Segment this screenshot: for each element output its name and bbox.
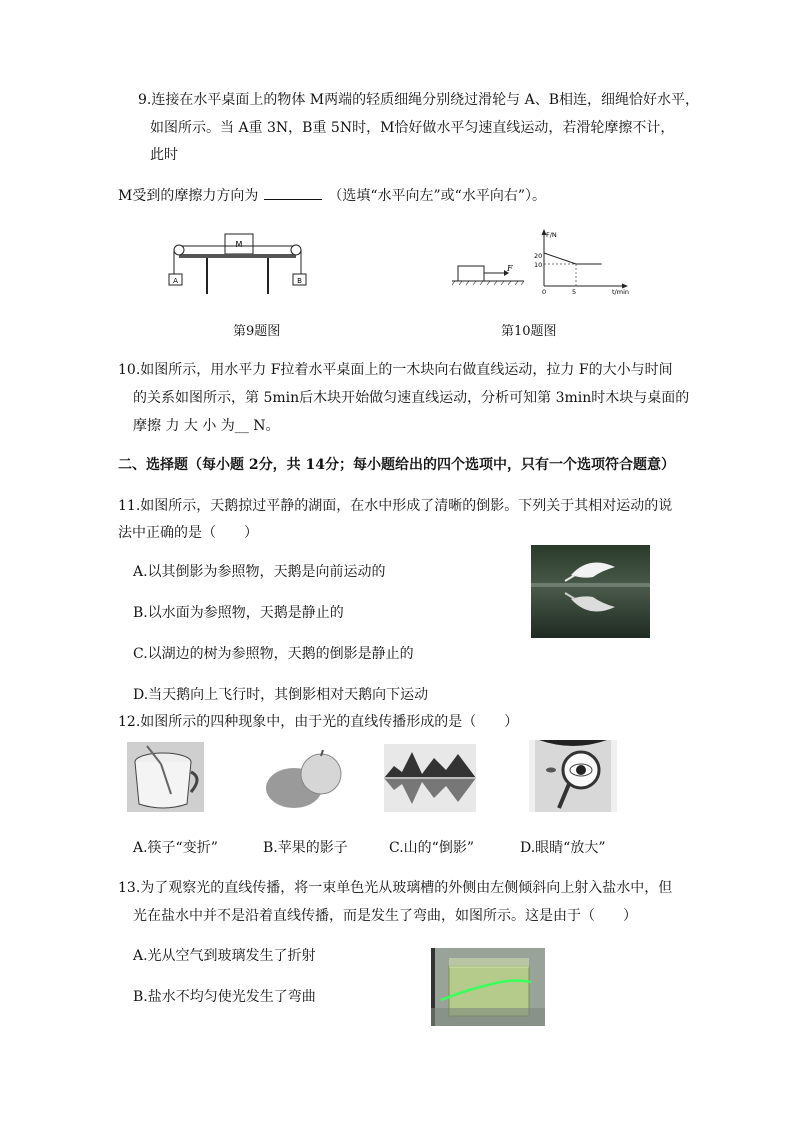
q9-answer-blank — [264, 187, 322, 200]
block-m-label: M — [235, 240, 243, 249]
q11-line-1: 11.如图所示，天鹅掠过平静的湖面，在水中形成了清晰的倒影。下列关于其相对运动的说 — [118, 498, 673, 514]
q9-line-2: 如图所示。当 A重 3N，B重 5N时，M恰好做水平匀速直线运动，若滑轮摩擦不计， — [150, 120, 675, 136]
q12-option-c: C.山的“倒影” — [389, 840, 474, 856]
q10-force-time-chart — [528, 228, 638, 296]
y-tick-20: 20 — [534, 252, 543, 260]
q9-line-3: 此时 — [150, 147, 178, 163]
q13-option-a: A.光从空气到玻璃发生了折射 — [133, 948, 316, 964]
q11-option-a: A.以其倒影为参照物，天鹅是向前运动的 — [133, 564, 386, 580]
q12-option-a: A.筷子“变折” — [133, 840, 218, 856]
q11-option-c: C.以湖边的树为参照物，天鹅的倒影是静止的 — [133, 646, 414, 662]
q11-line-2: 法中正确的是（ ） — [118, 525, 258, 541]
q10-caption: 第10题图 — [501, 324, 557, 339]
q11-option-b: B.以水面为参照物，天鹅是静止的 — [133, 605, 344, 621]
glass-tank-laser-photo — [431, 948, 545, 1026]
right-pulley — [291, 245, 301, 255]
q9-caption: 第9题图 — [233, 324, 281, 339]
q10-line-1: 10.如图所示，用水平力 F拉着水平桌面上的一木块向右做直线运动，拉力 F的大小与时间 — [118, 362, 673, 378]
apple-shadow-photo — [266, 748, 351, 812]
q12-line-1: 12.如图所示的四种现象中，由于光的直线传播形成的是（ ） — [118, 714, 519, 730]
q12-option-b: B.苹果的影子 — [263, 840, 348, 856]
x-tick-0: 0 — [542, 288, 547, 296]
q9-line-4 — [118, 186, 546, 206]
x-axis-label: t/min — [612, 288, 629, 296]
y-tick-10: 10 — [534, 261, 543, 269]
table-top — [179, 254, 296, 258]
q9-pulley-figure — [165, 232, 310, 300]
wood-block — [458, 266, 484, 281]
x-tick-5: 5 — [572, 288, 577, 296]
magnified-eye-photo — [529, 740, 617, 812]
q10-block-figure — [452, 260, 527, 290]
q13-option-b: B.盐水不均匀使光发生了弯曲 — [133, 989, 316, 1005]
q13-line-2: 光在盐水中并不是沿着直线传播，而是发生了弯曲，如图所示。这是由于（ ） — [133, 908, 637, 924]
q9-line-4-a: M受到的摩擦力方向为 — [118, 188, 259, 204]
cup-chopsticks-photo — [127, 742, 204, 812]
section-2-heading: 二、选择题（每小题 2分，共 14分；每小题给出的四个选项中，只有一个选项符合题意） — [118, 457, 675, 473]
q11-option-d: D.当天鹅向上飞行时，其倒影相对天鹅向下运动 — [133, 687, 429, 703]
weight-b-label: B — [297, 277, 302, 285]
force-line-segment — [544, 253, 576, 264]
q12-option-d: D.眼睛“放大” — [520, 840, 606, 856]
y-axis-label: F/N — [546, 231, 557, 239]
weight-a-label: A — [173, 277, 178, 285]
mountain-reflection-photo — [384, 744, 476, 812]
q10-line-3: 摩擦 力 大 小 为__ N。 — [133, 418, 280, 434]
left-pulley — [174, 245, 184, 255]
q13-line-1: 13.为了观察光的直线传播，将一束单色光从玻璃槽的外侧由左侧倾斜向上射入盐水中，但 — [118, 880, 673, 896]
force-series — [544, 253, 602, 286]
swan-reflection-photo — [531, 545, 650, 638]
force-f-label: F — [507, 264, 513, 273]
q9-line-1: 9.连接在水平桌面上的物体 M两端的轻质细绳分别绕过滑轮与 A、B相连，细绳恰好水平， — [138, 92, 699, 108]
q10-line-2: 的关系如图所示，第 5min后木块开始做匀速直线运动，分析可知第 3min时木块与桌面的 — [133, 390, 690, 406]
q9-line-4-b: （选填“水平向左”或“水平向右”）。 — [328, 188, 546, 204]
